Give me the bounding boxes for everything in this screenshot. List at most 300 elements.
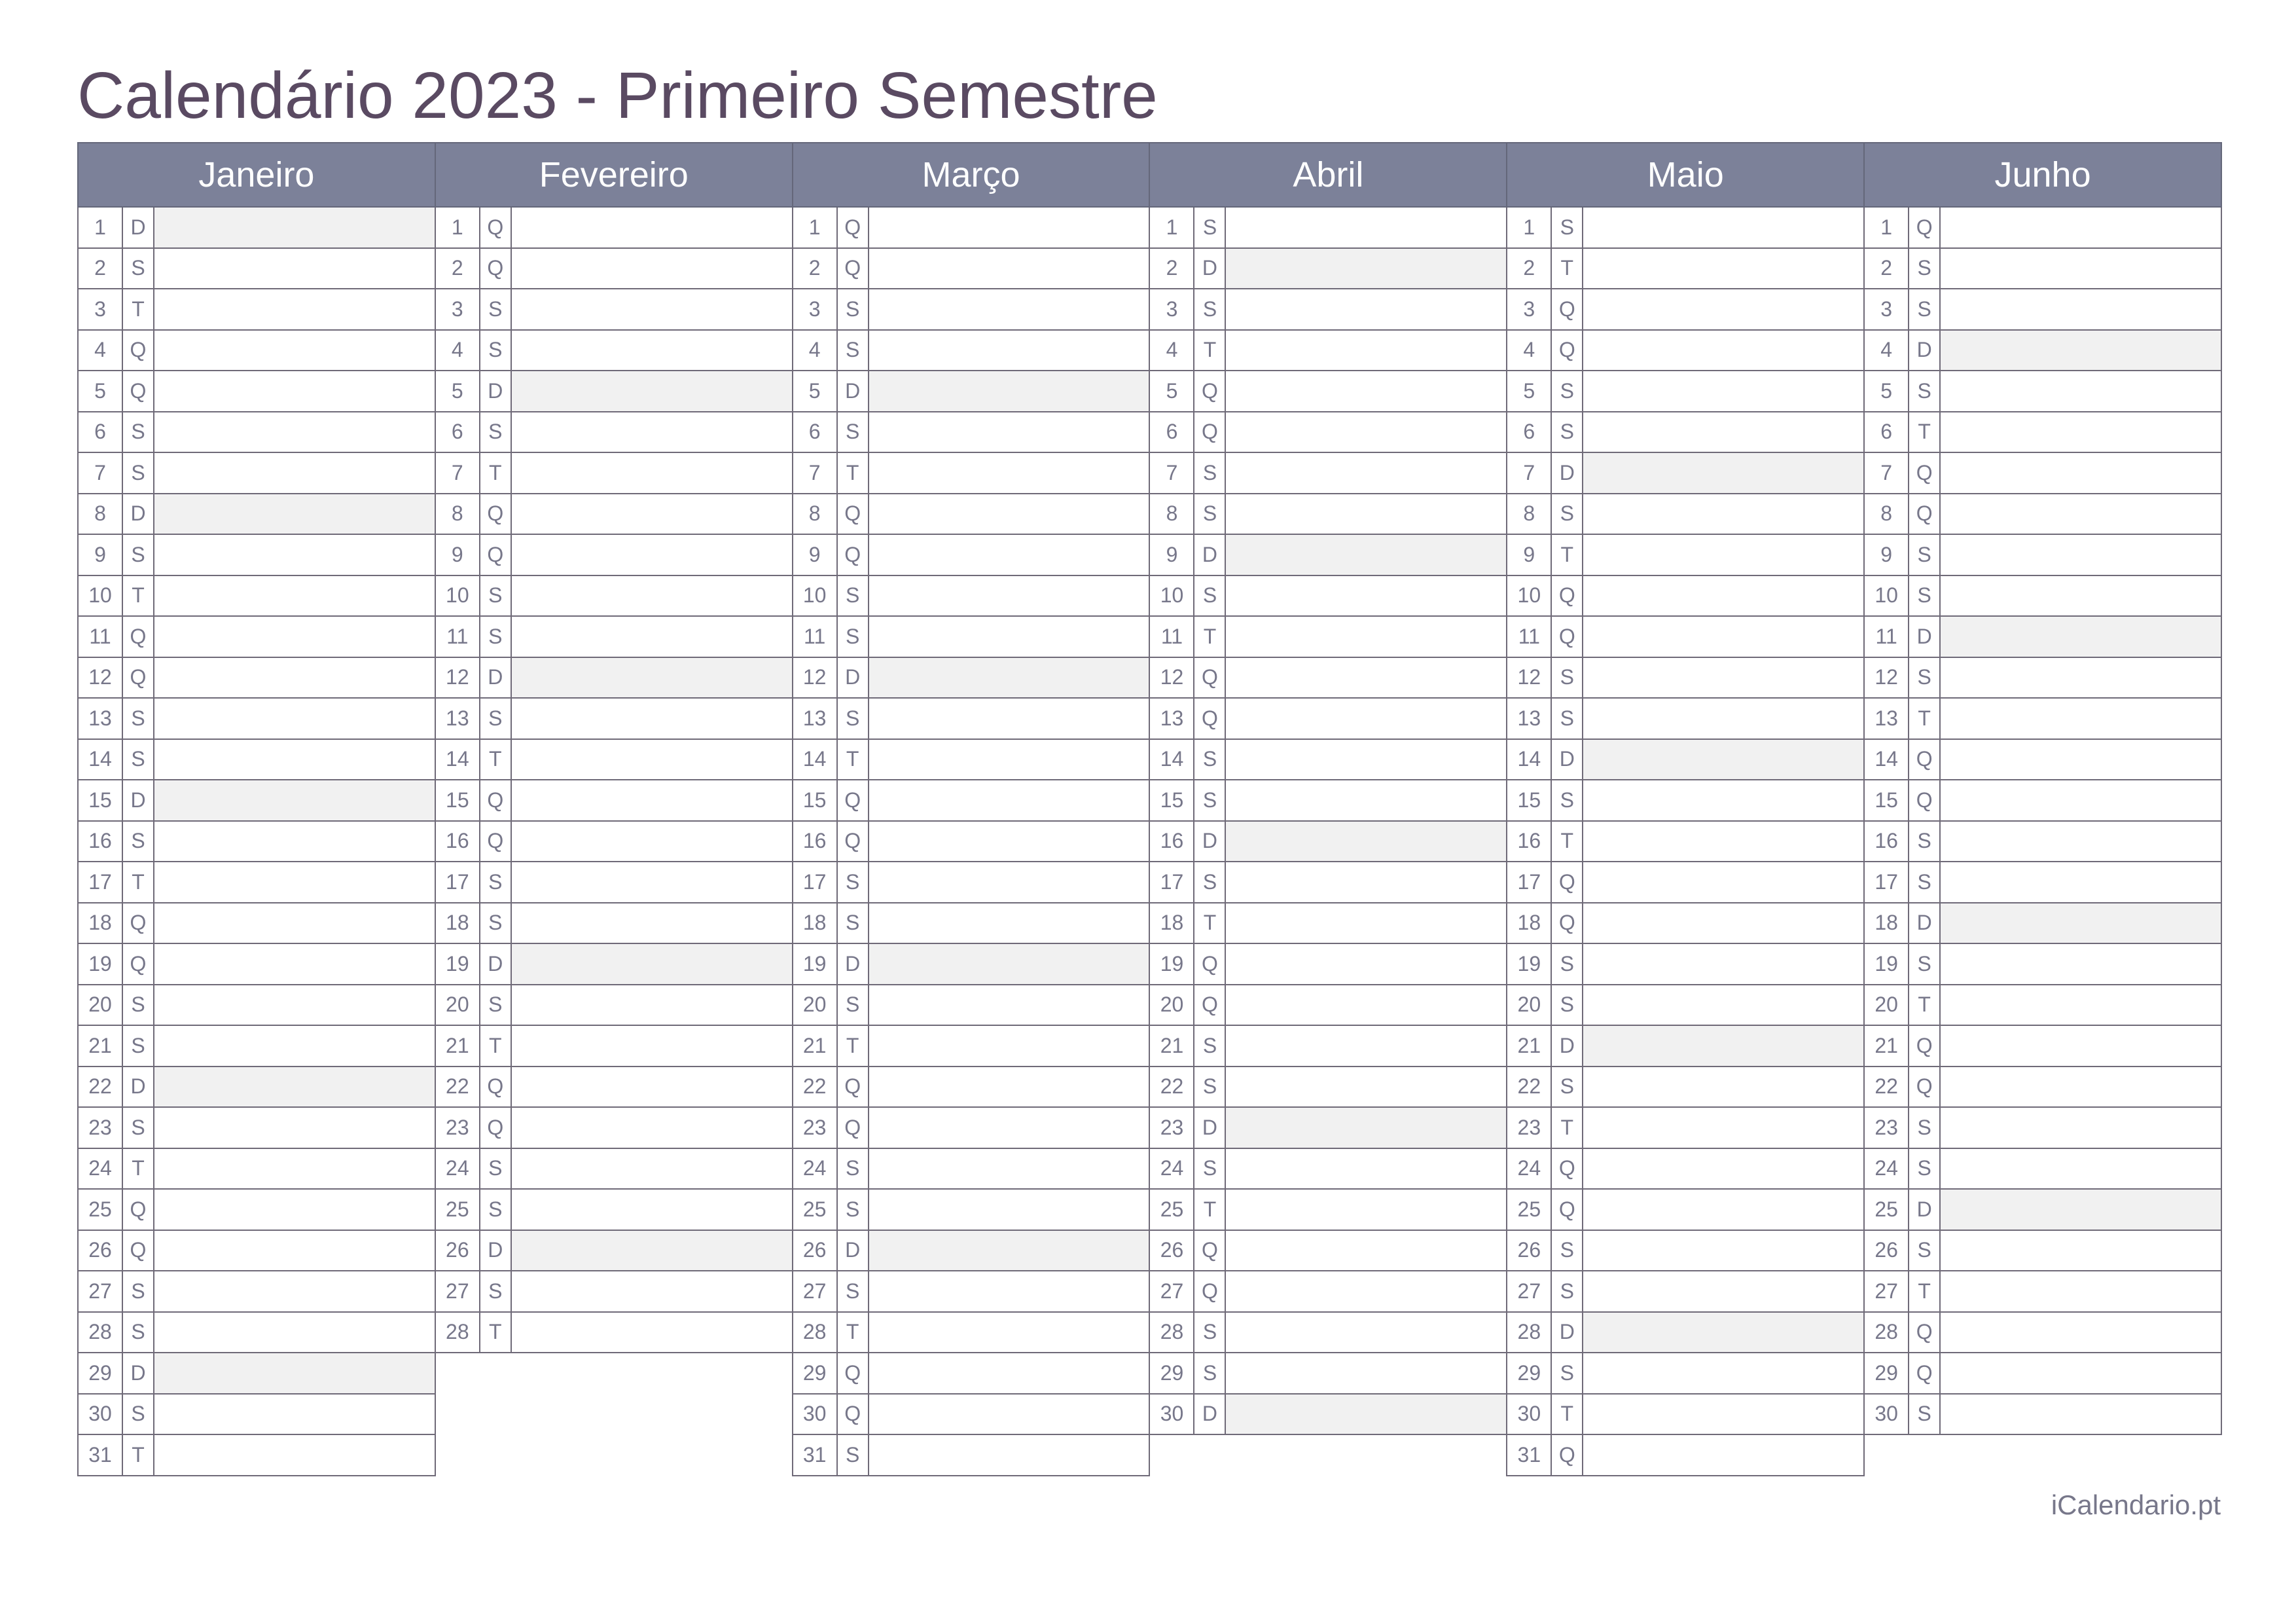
day-note-cell[interactable] <box>1941 412 2221 452</box>
day-note-cell[interactable] <box>1583 453 1863 493</box>
day-note-cell[interactable] <box>869 658 1149 698</box>
weekday-letter: T <box>480 1026 512 1066</box>
day-note-cell[interactable] <box>512 249 792 289</box>
day-row <box>792 1190 1151 1231</box>
day-note-cell[interactable] <box>1583 208 1863 247</box>
day-note-cell[interactable] <box>512 371 792 411</box>
day-row <box>77 903 436 945</box>
day-note-cell[interactable] <box>154 862 435 902</box>
weekday-letter: T <box>480 453 512 493</box>
weekday-letter: S <box>480 617 512 657</box>
day-note-cell[interactable] <box>154 617 435 657</box>
day-note-cell[interactable] <box>512 1067 792 1107</box>
weekday-letter: S <box>123 1271 154 1311</box>
day-number: 30 <box>1865 1395 1909 1434</box>
day-number: 5 <box>79 371 123 411</box>
day-note-cell[interactable] <box>512 740 792 780</box>
weekday-letter: Q <box>480 822 512 862</box>
day-note-cell[interactable] <box>154 822 435 862</box>
day-row <box>1863 822 2222 863</box>
day-note-cell[interactable] <box>512 658 792 698</box>
day-note-cell[interactable] <box>1583 331 1863 371</box>
day-note-cell[interactable] <box>512 903 792 943</box>
day-row <box>1149 740 1507 781</box>
day-number: 18 <box>1507 903 1552 943</box>
day-note-cell[interactable] <box>512 1190 792 1230</box>
day-number: 11 <box>79 617 123 657</box>
day-note-cell[interactable] <box>154 1026 435 1066</box>
day-row <box>1863 1231 2222 1272</box>
day-note-cell[interactable] <box>512 331 792 371</box>
month-header: Fevereiro <box>435 142 793 208</box>
day-note-cell[interactable] <box>154 208 435 247</box>
day-note-cell[interactable] <box>1226 371 1506 411</box>
day-note-cell[interactable] <box>1941 371 2221 411</box>
day-row <box>1863 1067 2222 1108</box>
day-note-cell[interactable] <box>154 1271 435 1311</box>
day-note-cell[interactable] <box>1226 1067 1506 1107</box>
day-note-cell[interactable] <box>154 249 435 289</box>
day-number: 6 <box>1507 412 1552 452</box>
day-note-cell[interactable] <box>154 780 435 820</box>
day-note-cell[interactable] <box>154 1108 435 1148</box>
weekday-letter: D <box>838 944 869 984</box>
day-note-cell[interactable] <box>869 1395 1149 1434</box>
day-note-cell[interactable] <box>1941 249 2221 289</box>
day-row <box>435 699 793 740</box>
day-note-cell[interactable] <box>154 289 435 329</box>
day-number: 14 <box>1150 740 1194 780</box>
day-number: 24 <box>1507 1149 1552 1189</box>
day-note-cell[interactable] <box>154 985 435 1025</box>
day-note-cell[interactable] <box>1226 1231 1506 1271</box>
day-row <box>435 780 793 822</box>
day-note-cell[interactable] <box>1941 944 2221 984</box>
day-note-cell[interactable] <box>869 289 1149 329</box>
day-note-cell[interactable] <box>512 208 792 247</box>
day-number: 21 <box>79 1026 123 1066</box>
day-note-cell[interactable] <box>1226 453 1506 493</box>
weekday-letter: Q <box>838 822 869 862</box>
day-note-cell[interactable] <box>512 412 792 452</box>
day-number: 30 <box>1150 1395 1194 1434</box>
weekday-letter: D <box>1909 617 1941 657</box>
day-row <box>435 1231 793 1272</box>
day-note-cell[interactable] <box>1941 862 2221 902</box>
day-note-cell[interactable] <box>1583 740 1863 780</box>
day-note-cell[interactable] <box>154 1395 435 1434</box>
weekday-letter: Q <box>480 208 512 247</box>
day-number: 19 <box>1507 944 1552 984</box>
weekday-letter: S <box>1552 944 1583 984</box>
day-number: 4 <box>1507 331 1552 371</box>
day-note-cell[interactable] <box>1226 208 1506 247</box>
day-note-cell[interactable] <box>869 331 1149 371</box>
day-note-cell[interactable] <box>1941 535 2221 575</box>
day-note-cell[interactable] <box>512 862 792 902</box>
day-note-cell[interactable] <box>1226 740 1506 780</box>
day-number: 7 <box>1150 453 1194 493</box>
day-note-cell[interactable] <box>1941 699 2221 739</box>
weekday-letter: S <box>1194 1313 1226 1353</box>
day-row <box>792 1313 1151 1354</box>
weekday-letter: S <box>1909 371 1941 411</box>
day-note-cell[interactable] <box>154 1231 435 1271</box>
day-number: 30 <box>79 1395 123 1434</box>
day-row <box>77 1149 436 1190</box>
day-number: 30 <box>1507 1395 1552 1434</box>
day-number: 29 <box>79 1353 123 1393</box>
weekday-letter: S <box>1552 412 1583 452</box>
weekday-letter: Q <box>480 1067 512 1107</box>
day-note-cell[interactable] <box>1941 822 2221 862</box>
day-note-cell[interactable] <box>1583 1313 1863 1353</box>
day-note-cell[interactable] <box>1941 1067 2221 1107</box>
day-note-cell[interactable] <box>1583 535 1863 575</box>
day-note-cell[interactable] <box>154 658 435 698</box>
day-note-cell[interactable] <box>154 903 435 943</box>
day-note-cell[interactable] <box>512 780 792 820</box>
day-row <box>1149 371 1507 412</box>
day-note-cell[interactable] <box>154 1313 435 1353</box>
day-number: 21 <box>1150 1026 1194 1066</box>
day-note-cell[interactable] <box>154 453 435 493</box>
weekday-letter: S <box>1909 658 1941 698</box>
day-note-cell[interactable] <box>869 453 1149 493</box>
day-note-cell[interactable] <box>512 699 792 739</box>
day-note-cell[interactable] <box>1583 822 1863 862</box>
day-note-cell[interactable] <box>1226 780 1506 820</box>
day-note-cell[interactable] <box>1941 780 2221 820</box>
day-row <box>435 576 793 617</box>
day-note-cell[interactable] <box>512 944 792 984</box>
weekday-letter: D <box>480 658 512 698</box>
weekday-letter: D <box>1552 740 1583 780</box>
day-note-cell[interactable] <box>1583 780 1863 820</box>
day-number: 15 <box>1150 780 1194 820</box>
day-note-cell[interactable] <box>1583 412 1863 452</box>
day-row <box>77 699 436 740</box>
day-note-cell[interactable] <box>869 1231 1149 1271</box>
day-row <box>1506 208 1865 249</box>
weekday-letter: Q <box>1909 453 1941 493</box>
day-note-cell[interactable] <box>154 1149 435 1189</box>
day-note-cell[interactable] <box>154 535 435 575</box>
day-note-cell[interactable] <box>1941 658 2221 698</box>
day-note-cell[interactable] <box>512 453 792 493</box>
day-note-cell[interactable] <box>1583 371 1863 411</box>
day-note-cell[interactable] <box>1941 617 2221 657</box>
day-number: 3 <box>793 289 838 329</box>
day-number: 6 <box>1865 412 1909 452</box>
day-note-cell[interactable] <box>154 699 435 739</box>
day-note-cell[interactable] <box>1226 658 1506 698</box>
day-note-cell[interactable] <box>869 494 1149 534</box>
day-number: 22 <box>1150 1067 1194 1107</box>
day-number: 21 <box>793 1026 838 1066</box>
day-note-cell[interactable] <box>1226 494 1506 534</box>
weekday-letter: Q <box>123 903 154 943</box>
day-note-cell[interactable] <box>1941 1313 2221 1353</box>
day-row <box>1149 658 1507 699</box>
day-note-cell[interactable] <box>1583 1435 1863 1475</box>
day-note-cell[interactable] <box>1583 494 1863 534</box>
day-note-cell[interactable] <box>1226 944 1506 984</box>
weekday-letter: T <box>480 740 512 780</box>
day-note-cell[interactable] <box>1226 985 1506 1025</box>
day-note-cell[interactable] <box>154 740 435 780</box>
day-note-cell[interactable] <box>1583 1026 1863 1066</box>
day-note-cell[interactable] <box>1941 1149 2221 1189</box>
day-note-cell[interactable] <box>154 1190 435 1230</box>
weekday-letter: D <box>123 1067 154 1107</box>
weekday-letter: S <box>1552 494 1583 534</box>
month-header: Maio <box>1506 142 1865 208</box>
day-note-cell[interactable] <box>1226 1149 1506 1189</box>
day-note-cell[interactable] <box>1226 289 1506 329</box>
day-note-cell[interactable] <box>154 1353 435 1393</box>
day-note-cell[interactable] <box>154 331 435 371</box>
day-number: 14 <box>1507 740 1552 780</box>
weekday-letter: S <box>1194 1353 1226 1393</box>
day-row <box>792 658 1151 699</box>
day-note-cell[interactable] <box>1941 1190 2221 1230</box>
day-note-cell[interactable] <box>1226 1108 1506 1148</box>
day-note-cell[interactable] <box>1583 1190 1863 1230</box>
weekday-letter: Q <box>480 494 512 534</box>
day-note-cell[interactable] <box>1583 289 1863 329</box>
month-header: Junho <box>1863 142 2222 208</box>
weekday-letter: Q <box>838 780 869 820</box>
day-note-cell[interactable] <box>1583 617 1863 657</box>
day-note-cell[interactable] <box>1583 862 1863 902</box>
day-note-cell[interactable] <box>1226 535 1506 575</box>
day-note-cell[interactable] <box>1226 1190 1506 1230</box>
day-note-cell[interactable] <box>1583 944 1863 984</box>
day-note-cell[interactable] <box>869 822 1149 862</box>
weekday-letter: S <box>838 1271 869 1311</box>
day-number: 26 <box>436 1231 480 1271</box>
day-note-cell[interactable] <box>1226 862 1506 902</box>
day-note-cell[interactable] <box>869 1026 1149 1066</box>
day-note-cell[interactable] <box>512 289 792 329</box>
day-note-cell[interactable] <box>869 371 1149 411</box>
day-note-cell[interactable] <box>512 535 792 575</box>
site-credit[interactable]: iCalendario.pt <box>2051 1489 2221 1520</box>
weekday-letter: S <box>1909 1395 1941 1434</box>
day-note-cell[interactable] <box>869 1435 1149 1475</box>
day-note-cell[interactable] <box>154 1067 435 1107</box>
day-number: 12 <box>1507 658 1552 698</box>
day-note-cell[interactable] <box>1583 1353 1863 1393</box>
day-note-cell[interactable] <box>1941 494 2221 534</box>
day-row <box>792 576 1151 617</box>
day-number: 16 <box>1150 822 1194 862</box>
day-note-cell[interactable] <box>1941 903 2221 943</box>
day-row <box>1863 1108 2222 1149</box>
weekday-letter: S <box>123 1108 154 1148</box>
day-note-cell[interactable] <box>512 1313 792 1353</box>
day-note-cell[interactable] <box>869 1313 1149 1353</box>
day-note-cell[interactable] <box>512 1271 792 1311</box>
day-note-cell[interactable] <box>869 208 1149 247</box>
month-column-5 <box>1506 142 1863 1476</box>
day-number: 15 <box>436 780 480 820</box>
weekday-letter: Q <box>838 1395 869 1434</box>
day-number: 25 <box>79 1190 123 1230</box>
day-row <box>1506 1108 1865 1149</box>
day-note-cell[interactable] <box>1583 903 1863 943</box>
day-note-cell[interactable] <box>1583 985 1863 1025</box>
day-note-cell[interactable] <box>1941 1271 2221 1311</box>
day-note-cell[interactable] <box>512 576 792 616</box>
day-note-cell[interactable] <box>869 699 1149 739</box>
weekday-letter: Q <box>1909 1026 1941 1066</box>
day-note-cell[interactable] <box>869 985 1149 1025</box>
day-note-cell[interactable] <box>1941 1353 2221 1393</box>
day-row <box>1863 1353 2222 1395</box>
day-row <box>792 453 1151 494</box>
weekday-letter: T <box>1194 617 1226 657</box>
day-note-cell[interactable] <box>1583 658 1863 698</box>
day-note-cell[interactable] <box>1226 822 1506 862</box>
day-note-cell[interactable] <box>1583 1149 1863 1189</box>
weekday-letter: S <box>480 699 512 739</box>
day-note-cell[interactable] <box>1941 1026 2221 1066</box>
day-note-cell[interactable] <box>869 576 1149 616</box>
day-note-cell[interactable] <box>1226 576 1506 616</box>
day-row <box>792 822 1151 863</box>
day-note-cell[interactable] <box>869 862 1149 902</box>
day-note-cell[interactable] <box>1226 1395 1506 1434</box>
day-note-cell[interactable] <box>1226 699 1506 739</box>
day-note-cell[interactable] <box>512 617 792 657</box>
day-note-cell[interactable] <box>869 740 1149 780</box>
day-note-cell[interactable] <box>1226 1353 1506 1393</box>
day-note-cell[interactable] <box>1226 617 1506 657</box>
day-note-cell[interactable] <box>512 822 792 862</box>
day-note-cell[interactable] <box>1941 208 2221 247</box>
day-note-cell[interactable] <box>1226 412 1506 452</box>
day-note-cell[interactable] <box>154 371 435 411</box>
day-note-cell[interactable] <box>512 1231 792 1271</box>
weekday-letter: S <box>1552 780 1583 820</box>
day-note-cell[interactable] <box>1583 1108 1863 1148</box>
day-note-cell[interactable] <box>512 985 792 1025</box>
day-note-cell[interactable] <box>1583 1271 1863 1311</box>
day-number: 2 <box>436 249 480 289</box>
day-note-cell[interactable] <box>1941 453 2221 493</box>
day-note-cell[interactable] <box>154 494 435 534</box>
day-note-cell[interactable] <box>1583 249 1863 289</box>
day-row <box>77 1190 436 1231</box>
day-note-cell[interactable] <box>1226 331 1506 371</box>
day-row <box>1506 780 1865 822</box>
day-number: 28 <box>436 1313 480 1353</box>
weekday-letter: S <box>1909 249 1941 289</box>
month-column-6 <box>1863 142 2221 1476</box>
weekday-letter: Q <box>1909 1353 1941 1393</box>
weekday-letter: D <box>1552 1313 1583 1353</box>
day-note-cell[interactable] <box>869 944 1149 984</box>
day-row <box>1149 1395 1507 1436</box>
day-note-cell[interactable] <box>869 1353 1149 1393</box>
day-note-cell[interactable] <box>1583 699 1863 739</box>
day-note-cell[interactable] <box>869 903 1149 943</box>
day-note-cell[interactable] <box>512 494 792 534</box>
day-note-cell[interactable] <box>869 1067 1149 1107</box>
day-note-cell[interactable] <box>1226 1026 1506 1066</box>
day-number: 24 <box>79 1149 123 1189</box>
day-note-cell[interactable] <box>1583 576 1863 616</box>
day-note-cell[interactable] <box>869 780 1149 820</box>
weekday-letter: Q <box>1552 331 1583 371</box>
day-number: 19 <box>793 944 838 984</box>
day-note-cell[interactable] <box>154 1435 435 1475</box>
day-note-cell[interactable] <box>1226 249 1506 289</box>
day-row <box>1149 862 1507 903</box>
day-row <box>792 985 1151 1027</box>
day-row <box>77 576 436 617</box>
day-note-cell[interactable] <box>1226 1271 1506 1311</box>
weekday-letter: S <box>838 862 869 902</box>
day-row <box>1863 1149 2222 1190</box>
day-number: 26 <box>793 1231 838 1271</box>
weekday-letter: S <box>480 1190 512 1230</box>
day-note-cell[interactable] <box>869 617 1149 657</box>
weekday-letter: S <box>1194 780 1226 820</box>
weekday-letter: S <box>838 1149 869 1189</box>
day-number: 4 <box>793 331 838 371</box>
weekday-letter: D <box>1909 903 1941 943</box>
day-row <box>435 412 793 454</box>
day-note-cell[interactable] <box>1583 1231 1863 1271</box>
day-note-cell[interactable] <box>1941 740 2221 780</box>
day-note-cell[interactable] <box>869 412 1149 452</box>
day-note-cell[interactable] <box>1941 985 2221 1025</box>
day-note-cell[interactable] <box>154 576 435 616</box>
day-note-cell[interactable] <box>1941 331 2221 371</box>
day-note-cell[interactable] <box>512 1108 792 1148</box>
day-note-cell[interactable] <box>869 535 1149 575</box>
day-row <box>435 331 793 372</box>
day-note-cell[interactable] <box>869 249 1149 289</box>
day-note-cell[interactable] <box>512 1149 792 1189</box>
day-note-cell[interactable] <box>869 1149 1149 1189</box>
day-row <box>1863 780 2222 822</box>
day-note-cell[interactable] <box>1226 903 1506 943</box>
weekday-letter: Q <box>480 249 512 289</box>
day-note-cell[interactable] <box>1226 1313 1506 1353</box>
day-note-cell[interactable] <box>1583 1395 1863 1434</box>
day-note-cell[interactable] <box>869 1271 1149 1311</box>
day-note-cell[interactable] <box>1941 576 2221 616</box>
day-note-cell[interactable] <box>512 1026 792 1066</box>
weekday-letter: Q <box>123 1231 154 1271</box>
day-row <box>1863 371 2222 412</box>
day-note-cell[interactable] <box>869 1190 1149 1230</box>
day-note-cell[interactable] <box>1941 289 2221 329</box>
day-note-cell[interactable] <box>154 412 435 452</box>
day-note-cell[interactable] <box>869 1108 1149 1148</box>
day-note-cell[interactable] <box>1583 1067 1863 1107</box>
day-note-cell[interactable] <box>154 944 435 984</box>
day-note-cell[interactable] <box>1941 1395 2221 1434</box>
day-number: 1 <box>1150 208 1194 247</box>
day-note-cell[interactable] <box>1941 1231 2221 1271</box>
day-row <box>792 740 1151 781</box>
day-note-cell[interactable] <box>1941 1108 2221 1148</box>
